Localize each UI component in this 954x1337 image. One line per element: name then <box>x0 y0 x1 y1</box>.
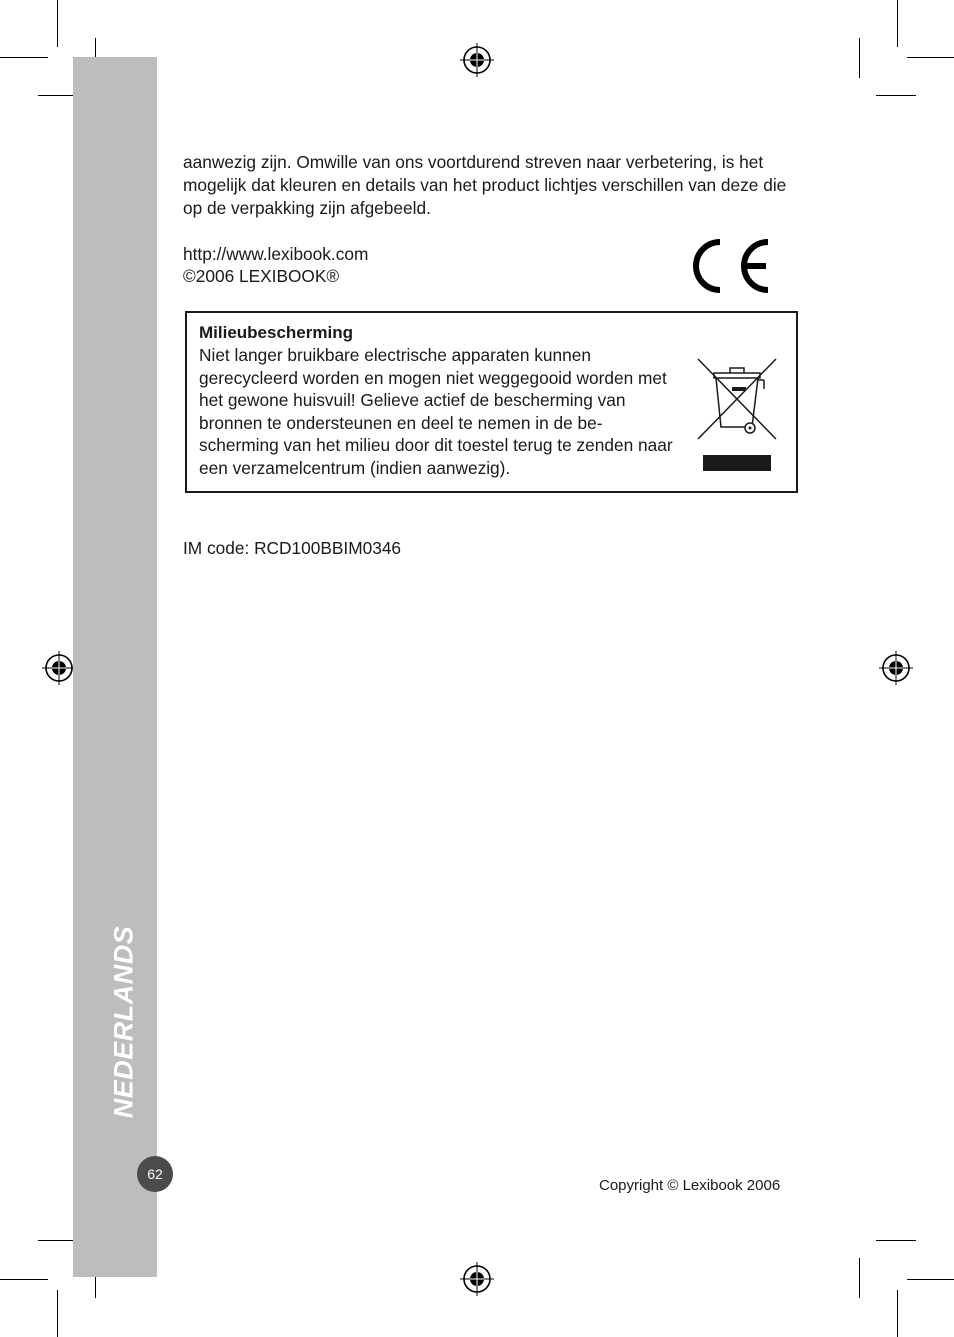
registration-mark-icon <box>879 651 913 685</box>
intro-paragraph: aanwezig zijn. Omwille van ons voortdurend streven naar verbetering, is het mogelijk dat kleuren en details van het product lichtjes verschillen van deze die op de verpakking zijn afgebeeld. <box>183 152 787 218</box>
copyright-line: ©2006 LEXIBOOK® <box>183 266 340 286</box>
crop-mark <box>907 1279 954 1280</box>
website-url: http://www.lexibook.com <box>183 244 369 264</box>
crop-mark <box>907 57 954 58</box>
crop-mark <box>57 0 58 47</box>
crop-mark <box>38 1240 78 1241</box>
environment-text: Niet langer bruikbare electrische apparaten kunnen gerecycleerd worden en mogen niet weggegooid worden met het gewone huisvuil! Gelieve actief de bescherming van bronnen te ondersteunen en deel te nemen in de be-scherming van het milieu door dit toestel terug te zenden naar een verzamelcentrum (indien aanwezig). <box>199 345 673 478</box>
footer-copyright: Copyright © Lexibook 2006 <box>599 1177 781 1194</box>
crop-mark <box>897 1290 898 1337</box>
sidebar-language-label: NEDERLANDS <box>108 925 139 1119</box>
crop-mark <box>0 57 48 58</box>
crop-mark <box>0 1279 48 1280</box>
environment-notice-box <box>185 311 798 493</box>
ce-mark-icon <box>690 236 774 296</box>
im-code: IM code: RCD100BBIM0346 <box>183 538 402 558</box>
registration-mark-icon <box>42 651 76 685</box>
crop-mark <box>38 95 78 96</box>
crop-mark <box>859 1258 860 1298</box>
registration-mark-icon <box>460 1262 494 1296</box>
crossed-out-wheelie-bin-icon <box>694 355 780 475</box>
crop-mark <box>859 38 860 78</box>
crop-mark <box>897 0 898 47</box>
crop-mark <box>57 1290 58 1337</box>
crop-mark <box>876 95 916 96</box>
crop-mark <box>876 1240 916 1241</box>
page-number-badge: 62 <box>137 1156 173 1192</box>
environment-title: Milieubescherming <box>199 323 353 342</box>
registration-mark-icon <box>460 43 494 77</box>
